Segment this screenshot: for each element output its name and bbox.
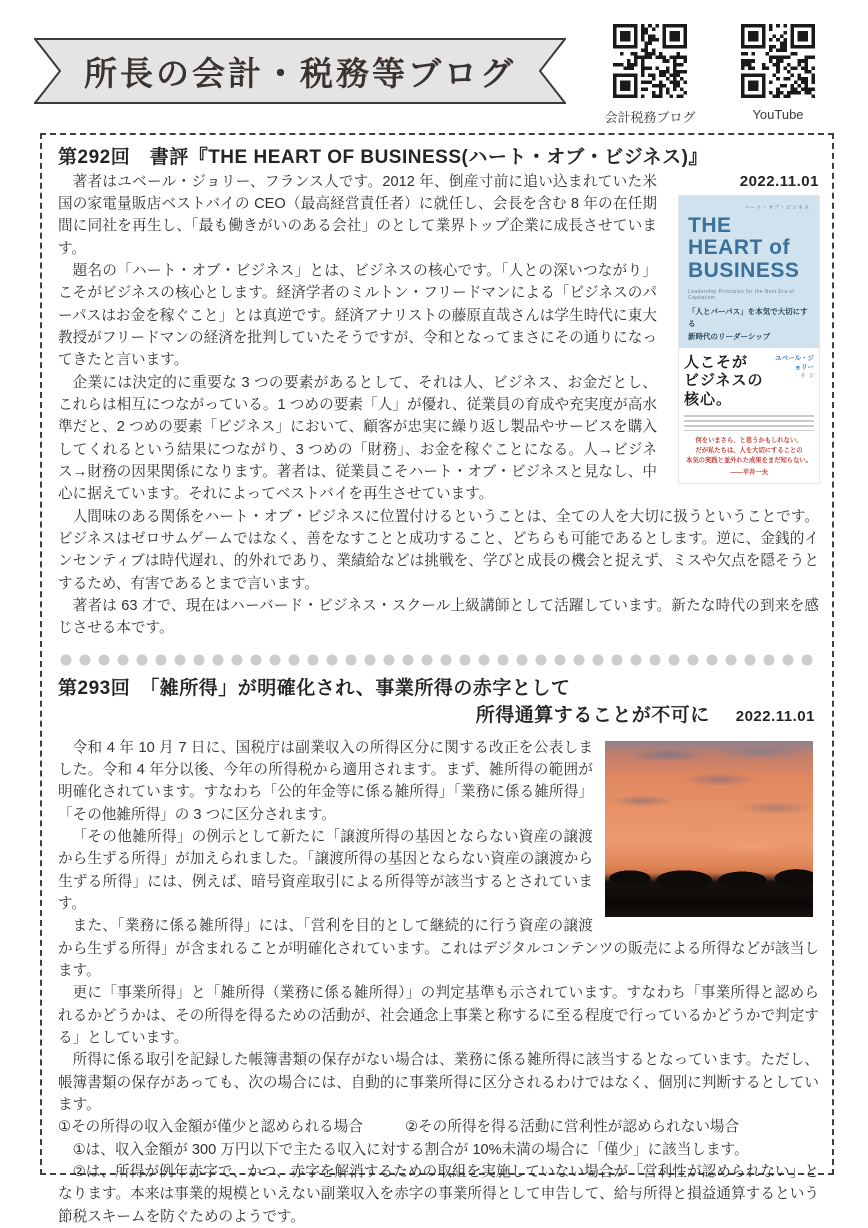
page-title: 所長の会計・税務等ブログ xyxy=(84,54,516,92)
paragraph: 更に「事業所得」と「雑所得（業務に係る雑所得）」の判定基準も示されています。すなわち「事業所得と認められるかどうかは、その所得を得るための活動が、社会通念上事業と称するに至る程度で行っているかどうかで判定する」としています。 xyxy=(58,985,819,1047)
qr-label-blog: 会計税務ブログ xyxy=(604,110,696,125)
obi-quote: 何をいまさら、と思うかもしれない、 だが私たちは、人を大切にすることの 本気の実践と並外れた成果をまだ知らない。 xyxy=(686,436,812,465)
paragraph: 所得に係る取引を記録した帳簿書類の保存がない場合は、業務に係る雑所得に該当するとなっています。ただし、帳簿書類の保存があっても、次の場合には、自動的に事業所得に区分されるわけではなく、個別に判断するとしています。 xyxy=(58,1052,819,1114)
dotted-separator xyxy=(60,654,817,666)
paragraph: 題名の「ハート・オブ・ビジネス」とは、ビジネスの核心です。「人との深いつながり」こそがビジネスの核心とします。経済学者のミルトン・フリードマンによる「ビジネスのパーパスはお金を稼ぐこと」とは真逆です。経済アナリストの藤原直哉さんは学生時代に東大教授がフリードマンの経済を批判していたそうですが、令和となってまさにその通りになってきたと言います。 xyxy=(58,262,657,369)
article-292-title: 第292回 書評『THE HEART OF BUSINESS(ハート・オブ・ビジネス)』 xyxy=(58,147,709,168)
article-293-date: 2022.11.01 xyxy=(735,708,815,726)
condition-item-1: ①その所得の収入金額が僅少と認められる場合 xyxy=(58,1119,363,1136)
condition-list xyxy=(58,1116,819,1138)
book-cover-subtitle-jp: 「人とパーパス」を本気で大切にする 新時代のリーダーシップ xyxy=(688,306,808,342)
qr-code-area xyxy=(600,24,840,126)
condition-note-2: ②は、所得が例年赤字で、かつ、赤字を解消するための取組を実施していない場合が「営利性が認められない」となります。本来は事業的規模といえない副業収入を赤字の事業所得として申告して、給与所得と損益通算するという節税スキームを防ぐためのようです。 xyxy=(58,1164,819,1225)
sunset-photo xyxy=(605,741,813,917)
book-cover-top xyxy=(679,196,819,348)
article-292 xyxy=(58,145,819,640)
qr-code-youtube-icon xyxy=(741,24,815,98)
book-cover-image xyxy=(679,196,819,483)
condition-note-1: ①は、収入金額が 300 万円以下で主たる収入に対する割合が 10%未満の場合に「僅少」に該当します。 xyxy=(72,1141,749,1158)
obi-quote-sign: ――平井一夫 xyxy=(730,469,768,477)
paragraph: 「その他雑所得」の例示として新たに「譲渡所得の基因とならない資産の譲渡から生ずる所得」が加えられました。「譲渡所得の基因とならない資産の譲渡から生ずる所得」には、例えば、暗号資産取引による所得等が該当するとされています。 xyxy=(58,829,593,913)
paragraph: 人間味のある関係をハート・オブ・ビジネスに位置付けるということは、全ての人を大切に扱うということです。ビジネスはゼロサムゲームではなく、善をなすことと成功すること、どちらも可能であるとします。逆に、金銭的インセンティブは時代遅れ、的外れであり、業績給などは挑戦を、学びと成長の機会と捉えず、ミスや欠点を隠そうとするため、有害であるとまで言います。 xyxy=(58,508,819,592)
qr-label-youtube: YouTube xyxy=(752,107,804,122)
obi-headline: 人こそが ビジネスの核心。 xyxy=(684,353,764,409)
book-cover-title: THE HEART of BUSINESS xyxy=(688,213,800,282)
paragraph: 令和 4 年 10 月 7 日に、国税庁は副業収入の所得区分に関する改正を公表しました。令和 4 年分以後、今年の所得税から適用されます。まず、雑所得の範囲が明確化されています。すなわち「公的年金等に係る雑所得」「業務に係る雑所得」「その他雑所得」の 3 つに区分されます。 xyxy=(58,739,593,823)
blog-content-box xyxy=(40,133,834,1225)
article-292-date: 2022.11.01 xyxy=(739,172,819,190)
book-cover-subtitle-en: Leadership Principles for the Next Era of Capitalism xyxy=(688,288,795,301)
qr-code-blog-icon xyxy=(613,24,687,98)
condition-item-2: ②その所得を得る活動に営利性が認められない場合 xyxy=(404,1119,740,1136)
article-292-sidebar xyxy=(667,173,819,483)
book-cover-katakana-label: ハート・オブ・ビジネス xyxy=(744,204,810,211)
paragraph: また、「業務に係る雑所得」には、「営利を目的として継続的に行う資産の譲渡から生ずる所得」が含まれることが明確化されています。これはデジタルコンテンツの販売による所得などが該当します。 xyxy=(58,918,819,980)
paragraph: 著者は 63 才で、現在はハーバード・ビジネス・スクール上級講師として活躍しています。新たな時代の到来を感じさせる本です。 xyxy=(58,597,819,637)
article-293-title-line1: 第293回 「雑所得」が明確化され、事業所得の赤字として xyxy=(58,677,571,699)
article-293-title-line2: 所得通算することが不可に xyxy=(475,705,710,727)
blog-title-ribbon xyxy=(34,38,566,104)
book-author: ユベール・ジョリー 著 訳 xyxy=(775,354,814,379)
qr-block-blog xyxy=(600,24,700,126)
obi-fine-print xyxy=(684,415,814,431)
article-293 xyxy=(58,676,819,1228)
paragraph: 企業には決定的に重要な 3 つの要素があるとして、それは人、ビジネス、お金だとし、これらは相互につながっている。1 つめの要素「人」が優れ、従業員の育成や充実度が高水準だと、2 つめの要素「ビジネス」において、顧客が忠実に繰り返し製品やサービスを購入してくれるという結果につながり、3 つめの「財務」、お金を稼ぐことになる。人→ビジネス→財務の因果関係になります。著者は、従業員こそハート・オブ・ビジネスと見なし、中心に据えています。それによってベストバイを再生させています。 xyxy=(58,374,657,503)
qr-block-youtube xyxy=(728,24,828,126)
paragraph: 著者はユベール・ジョリー、フランス人です。2012 年、倒産寸前に追い込まれていた米国の家電量販店ベストバイの CEO（最高経営責任者）に就任し、会長を含む 8 年の在任期間に同社を再生し、「最も働きがいのある会社」のとして業界トップ企業に成長させています。 xyxy=(58,173,657,257)
book-cover-obi xyxy=(679,348,819,483)
